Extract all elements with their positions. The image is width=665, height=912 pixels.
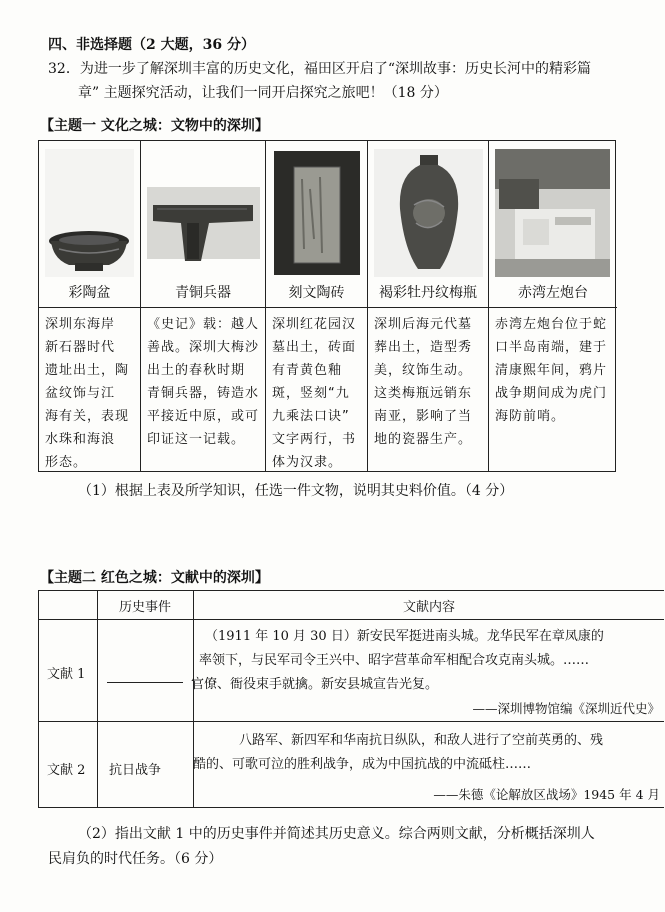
artifacts-table	[38, 140, 616, 472]
doc2-event: 抗日战争	[109, 763, 162, 778]
question-1: （1）根据上表及所学知识，任选一件文物，说明其史料价值。（4 分）	[78, 483, 514, 499]
artifact-name: 青铜兵器	[175, 285, 231, 301]
pottery-basin-photo	[45, 149, 134, 277]
plum-vase-photo	[374, 149, 482, 277]
artifact-column-4	[367, 141, 488, 471]
artifact-column-2	[140, 141, 265, 471]
question-2-line1: （2）指出文献 1 中的历史事件并简述其历史意义。综合两则文献，分析概括深圳人	[78, 826, 595, 842]
artifact-name: 赤湾左炮台	[518, 285, 588, 301]
doc1-event-blank	[107, 681, 183, 683]
question-32-line2: 章” 主题探究活动，让我们一同开启探究之旅吧！（18 分）	[78, 85, 448, 101]
doc2-content: 八路军、新四军和华南抗日纵队，和敌人进行了空前英勇的、残 酷的、可歌可泣的胜利战争，成为中国抗战的中流砥柱……	[193, 733, 604, 772]
header-content: 文献内容	[402, 600, 455, 615]
artifact-column-3	[265, 141, 367, 471]
doc2-source: ——朱德《论解放区战场》1945 年 4 月	[433, 787, 660, 802]
artifact-description: 《史记》载：越人 善战。深圳大梅沙 出土的春秋时期 青铜兵器，铸造水 平接近中原，或可 印证这一记载。	[147, 317, 260, 447]
artifact-description: 深圳东海岸 新石器时代 遗址出土，陶 盆纹饰与江 海有关，表现 水珠和海浪 形态。	[45, 317, 130, 470]
section-heading: 四、非选择题（2 大题，36 分）	[48, 37, 255, 53]
doc1-label: 文献 1	[47, 667, 86, 682]
doc2-label: 文献 2	[47, 763, 86, 778]
doc1-source: ——深圳博物馆编《深圳近代史》	[472, 701, 660, 716]
artifact-name: 褐彩牡丹纹梅瓶	[379, 285, 477, 301]
artifact-name: 刻文陶砖	[288, 285, 345, 301]
doc1-content: （1911 年 10 月 30 日）新安民军挺进南头城。龙华民军在章凤康的 率领下，与民军司令王兴中、昭字营革命军相配合攻克南头城。…… 官僚、衙役束手就擒。新安县城宣告光复。	[191, 629, 604, 692]
theme1-title: 【主题一 文化之城：文物中的深圳】	[40, 118, 269, 134]
artifact-name: 彩陶盆	[68, 285, 111, 301]
inscribed-brick-photo	[272, 149, 361, 277]
question-2-line2: 民肩负的时代任务。（6 分）	[48, 851, 223, 867]
documents-table	[38, 590, 664, 808]
fort-cannon-photo	[495, 149, 611, 277]
artifact-description: 深圳后海元代墓 葬出土，造型秀 美，纹饰生动。 这类梅瓶远销东 南亚，影响了当 地的瓷器生产。	[374, 317, 473, 447]
theme2-title: 【主题二 红色之城：文献中的深圳】	[40, 570, 269, 586]
artifact-column-5	[488, 141, 617, 471]
question-32-line1: 32．为进一步了解深圳丰富的历史文化，福田区开启了“深圳故事：历史长河中的精彩篇	[48, 61, 591, 77]
artifact-description: 赤湾左炮台位于蛇 口半岛南端，建于 清康熙年间，鸦片 战争期间成为虎门 海防前哨。	[495, 317, 608, 424]
header-event: 历史事件	[118, 600, 171, 615]
bronze-weapon-photo	[147, 149, 259, 277]
artifact-description: 深圳红花园汉 墓出土，砖面 有青黄色釉 斑，竖刻“九 九乘法口诀” 文字两行，书 体为汉隶。	[272, 317, 357, 470]
artifact-column-1	[39, 141, 140, 471]
